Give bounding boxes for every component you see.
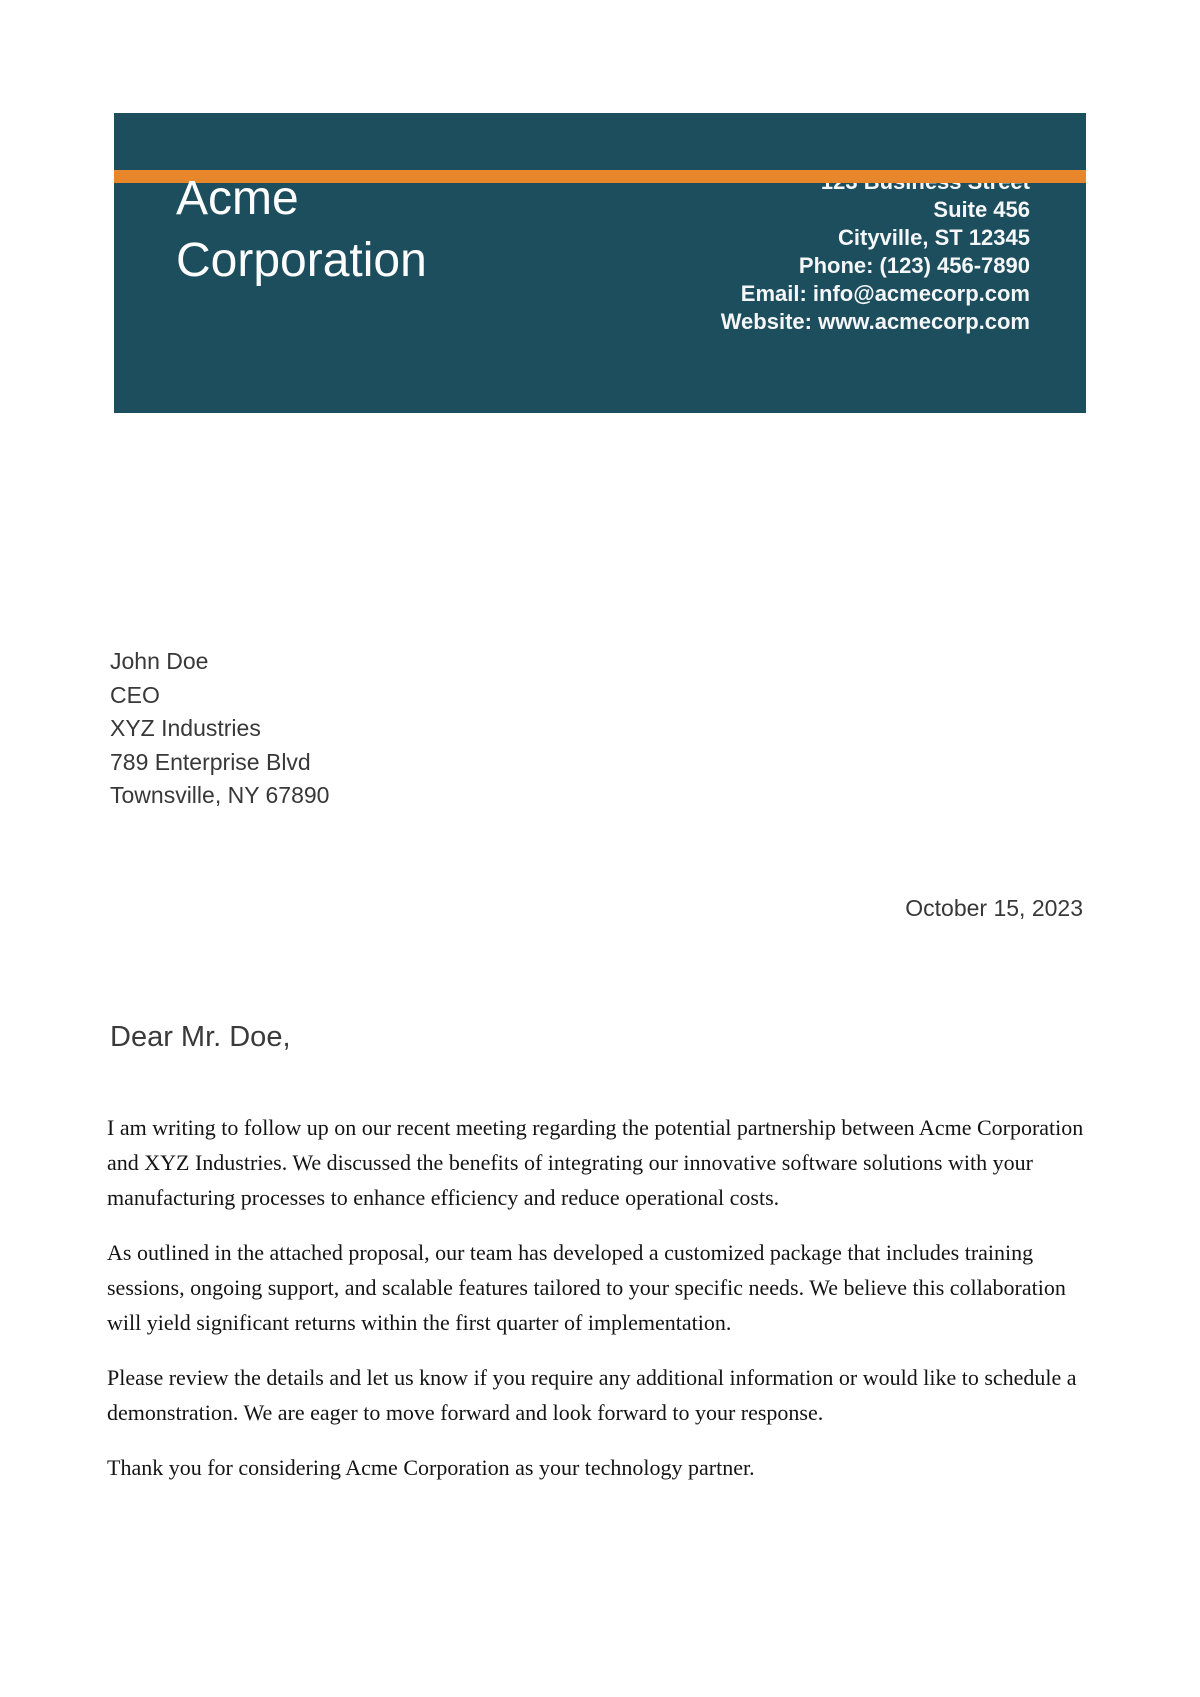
letter-date: October 15, 2023 xyxy=(905,895,1083,921)
company-email-line: Email: info@acmecorp.com xyxy=(740,281,1030,306)
body-paragraph: Thank you for considering Acme Corporation as your technology partner. xyxy=(107,1455,755,1480)
company-address-line: Cityville, ST 12345 xyxy=(838,225,1030,250)
recipient-block xyxy=(110,645,329,813)
recipient-title: CEO xyxy=(110,681,160,708)
body-paragraph: I am writing to follow up on our recent meeting regarding the potential partnership between Acme Corporation and XYZ Industries. We discussed the benefits of integrating our innovative software solutions with your manufacturing processes to enhance efficiency and reduce operational costs. xyxy=(107,1115,1084,1210)
recipient-street: 789 Enterprise Blvd xyxy=(110,748,311,775)
recipient-company: XYZ Industries xyxy=(110,715,261,741)
company-address-line: Suite 456 xyxy=(933,197,1030,222)
recipient-city: Townsville, NY 67890 xyxy=(110,782,330,808)
body-paragraph: Please review the details and let us know if you require any additional information or would like to schedule a demonstration. We are eager to move forward and look forward to your response. xyxy=(107,1365,1077,1425)
salutation: Dear Mr. Doe, xyxy=(110,1021,291,1053)
letterhead xyxy=(114,113,1086,413)
letter-body xyxy=(107,1110,1102,1505)
company-address-block xyxy=(721,168,1030,336)
company-website-line: Website: www.acmecorp.com xyxy=(720,309,1030,334)
body-paragraph: As outlined in the attached proposal, our team has developed a customized package that includes training sessions, ongoing support, and scalable features tailored to your specific needs. We believe this collaboration will yield significant returns within the first quarter of implementation. xyxy=(107,1240,1066,1335)
company-phone-line: Phone: (123) 456-7890 xyxy=(798,253,1030,278)
recipient-name: John Doe xyxy=(110,648,209,674)
company-name: Acme Corporation xyxy=(176,172,427,287)
